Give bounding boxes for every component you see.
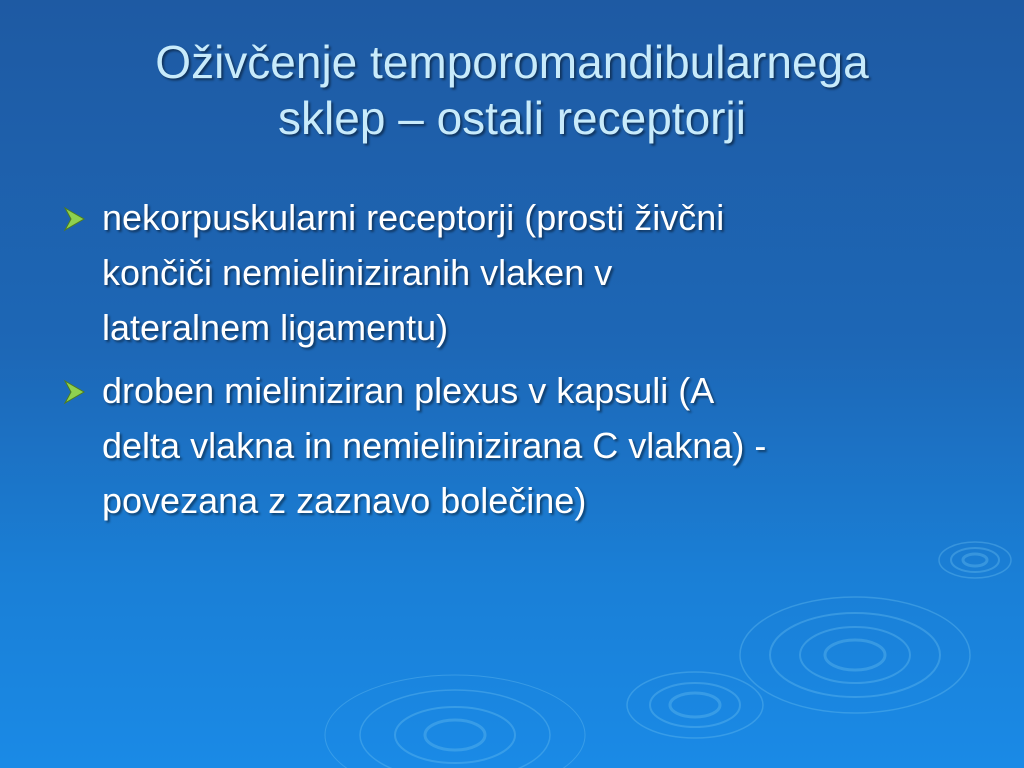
arrow-bullet-icon: [62, 379, 88, 405]
bullet-item: [62, 363, 962, 528]
bullet-list: [62, 190, 962, 536]
bullet-line: povezana z zaznavo bolečine): [102, 480, 587, 521]
bullet-line: delta vlakna in nemielinizirana C vlakna) -: [102, 425, 767, 466]
slide-title-line: sklep – ostali receptorji: [278, 92, 746, 144]
bullet-line: lateralnem ligamentu): [102, 307, 449, 348]
bullet-text: [102, 363, 962, 528]
arrow-bullet-icon: [62, 206, 88, 232]
bullet-line: končiči nemieliniziranih vlaken v: [102, 252, 613, 293]
bullet-line: nekorpuskularni receptorji (prosti živčni: [102, 197, 725, 238]
slide-title: [40, 34, 984, 146]
bullet-text: [102, 190, 962, 355]
slide-title-line: Oživčenje temporomandibularnega: [155, 36, 869, 88]
bullet-item: [62, 190, 962, 355]
bullet-line: droben mieliniziran plexus v kapsuli (A: [102, 370, 715, 411]
